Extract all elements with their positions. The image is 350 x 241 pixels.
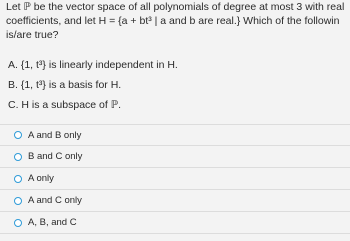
option-a-and-c-only[interactable]: [0, 190, 350, 212]
statement-list: [8, 55, 338, 115]
option-label: A, B, and C: [28, 217, 77, 228]
option-a-and-b-only[interactable]: [0, 124, 350, 146]
question-line-3: is/are true?: [6, 29, 59, 41]
option-label: A only: [28, 173, 54, 184]
statement-a: A. {1, t³} is linearly independent in H.: [8, 59, 178, 71]
option-a-b-and-c[interactable]: [0, 212, 350, 234]
option-label: A and C only: [28, 195, 82, 206]
radio-button[interactable]: [14, 153, 22, 161]
radio-button[interactable]: [14, 219, 22, 227]
statement-c: C. H is a subspace of ℙ.: [8, 99, 121, 111]
radio-button[interactable]: [14, 131, 22, 139]
radio-button[interactable]: [14, 197, 22, 205]
question-line-1: Let ℙ be the vector space of all polynomials of degree at most 3 with real: [6, 1, 345, 13]
answer-options: [0, 124, 350, 234]
statement-b: B. {1, t³} is a basis for H.: [8, 79, 122, 91]
question-line-2: coefficients, and let H = {a + bt³ | a and b are real.} Which of the followin: [6, 15, 340, 27]
option-a-only[interactable]: [0, 168, 350, 190]
option-label: A and B only: [28, 129, 82, 141]
option-b-and-c-only[interactable]: [0, 146, 350, 168]
question-text: [6, 0, 350, 42]
radio-button[interactable]: [14, 175, 22, 183]
option-label: B and C only: [28, 151, 83, 162]
